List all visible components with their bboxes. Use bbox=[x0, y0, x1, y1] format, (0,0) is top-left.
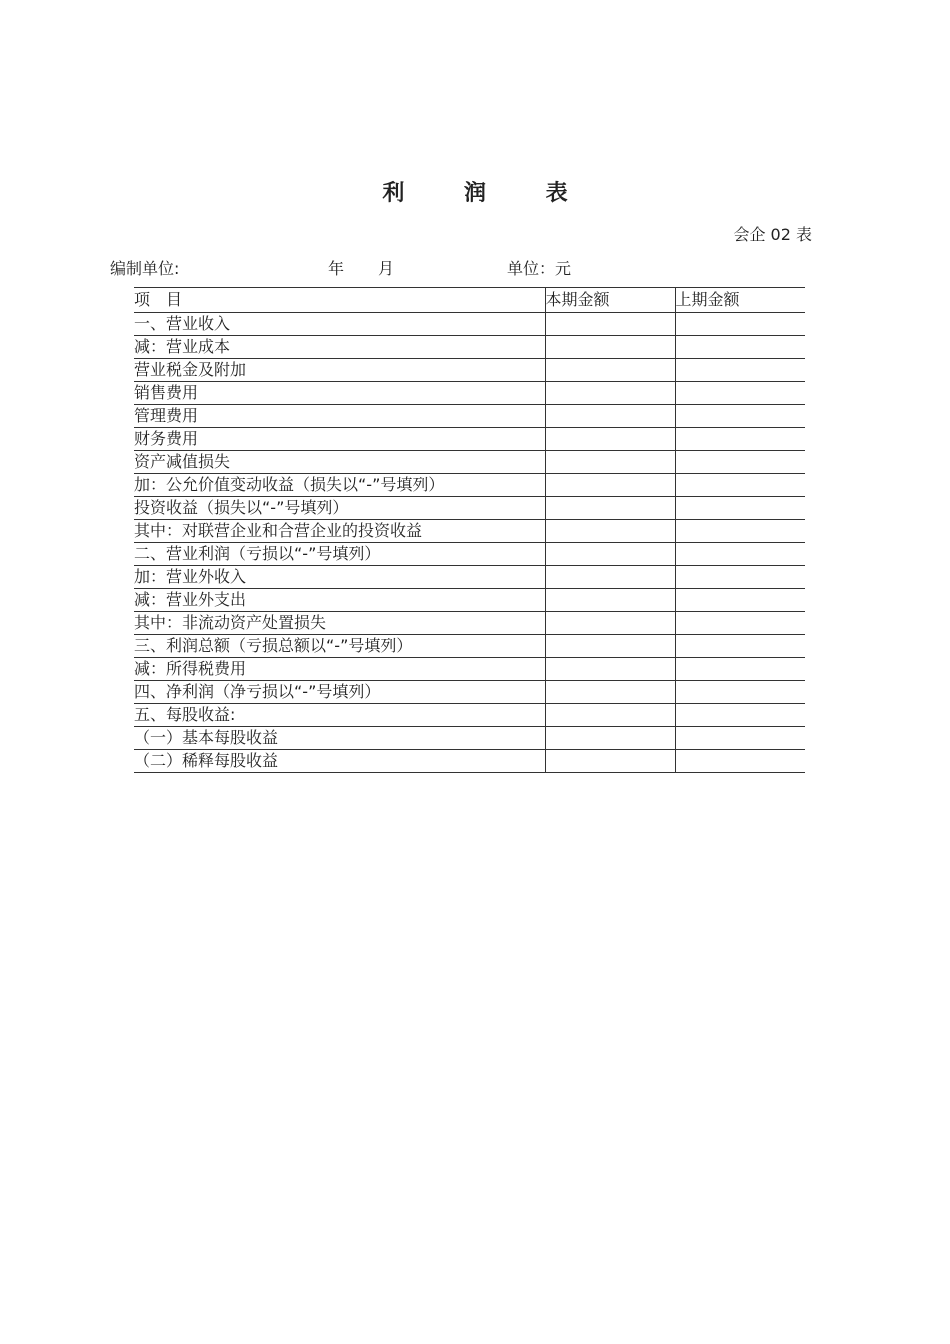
row-current-amount[interactable] bbox=[545, 428, 675, 451]
table-row bbox=[134, 727, 805, 750]
table-row bbox=[134, 704, 805, 727]
row-item-label: 投资收益（损失以“-”号填列） bbox=[134, 497, 545, 520]
row-item-label: 营业税金及附加 bbox=[134, 359, 545, 382]
table-row bbox=[134, 428, 805, 451]
row-current-amount[interactable] bbox=[545, 589, 675, 612]
row-current-amount[interactable] bbox=[545, 750, 675, 773]
row-item-label: 其中：非流动资产处置损失 bbox=[134, 612, 545, 635]
table-row bbox=[134, 405, 805, 428]
row-current-amount[interactable] bbox=[545, 359, 675, 382]
row-previous-amount[interactable] bbox=[675, 704, 805, 727]
page-title: 利 润 表 bbox=[382, 181, 594, 206]
header-previous-period: 上期金额 bbox=[675, 288, 805, 313]
row-previous-amount[interactable] bbox=[675, 336, 805, 359]
row-current-amount[interactable] bbox=[545, 543, 675, 566]
row-previous-amount[interactable] bbox=[675, 750, 805, 773]
row-item-label: 资产减值损失 bbox=[134, 451, 545, 474]
table-row bbox=[134, 658, 805, 681]
row-current-amount[interactable] bbox=[545, 405, 675, 428]
row-item-label: 三、利润总额（亏损总额以“-”号填列） bbox=[134, 635, 545, 658]
row-current-amount[interactable] bbox=[545, 658, 675, 681]
row-current-amount[interactable] bbox=[545, 382, 675, 405]
row-previous-amount[interactable] bbox=[675, 612, 805, 635]
month-label: 月 bbox=[378, 259, 395, 278]
table-row bbox=[134, 750, 805, 773]
year-label: 年 bbox=[328, 259, 345, 278]
row-item-label: 其中：对联营企业和合营企业的投资收益 bbox=[134, 520, 545, 543]
row-item-label: 减：所得税费用 bbox=[134, 658, 545, 681]
row-previous-amount[interactable] bbox=[675, 313, 805, 336]
row-current-amount[interactable] bbox=[545, 681, 675, 704]
row-current-amount[interactable] bbox=[545, 566, 675, 589]
table-header-row bbox=[134, 288, 805, 313]
table-row bbox=[134, 382, 805, 405]
row-item-label: 四、净利润（净亏损以“-”号填列） bbox=[134, 681, 545, 704]
table-row bbox=[134, 313, 805, 336]
row-previous-amount[interactable] bbox=[675, 405, 805, 428]
table-row bbox=[134, 474, 805, 497]
row-previous-amount[interactable] bbox=[675, 382, 805, 405]
table-row bbox=[134, 520, 805, 543]
row-item-label: 二、营业利润（亏损以“-”号填列） bbox=[134, 543, 545, 566]
table-row bbox=[134, 497, 805, 520]
header-current-period: 本期金额 bbox=[545, 288, 675, 313]
row-item-label: 减：营业成本 bbox=[134, 336, 545, 359]
form-code: 会企 02 表 bbox=[733, 225, 812, 244]
row-previous-amount[interactable] bbox=[675, 727, 805, 750]
row-item-label: 管理费用 bbox=[134, 405, 545, 428]
row-current-amount[interactable] bbox=[545, 635, 675, 658]
row-item-label: 减：营业外支出 bbox=[134, 589, 545, 612]
row-item-label: （二）稀释每股收益 bbox=[134, 750, 545, 773]
table-row bbox=[134, 589, 805, 612]
table-body bbox=[134, 313, 805, 773]
row-previous-amount[interactable] bbox=[675, 428, 805, 451]
row-current-amount[interactable] bbox=[545, 451, 675, 474]
row-previous-amount[interactable] bbox=[675, 658, 805, 681]
table-row bbox=[134, 451, 805, 474]
row-previous-amount[interactable] bbox=[675, 497, 805, 520]
table-row bbox=[134, 359, 805, 382]
row-previous-amount[interactable] bbox=[675, 566, 805, 589]
row-previous-amount[interactable] bbox=[675, 520, 805, 543]
row-previous-amount[interactable] bbox=[675, 589, 805, 612]
row-previous-amount[interactable] bbox=[675, 451, 805, 474]
row-previous-amount[interactable] bbox=[675, 359, 805, 382]
row-item-label: 五、每股收益: bbox=[134, 704, 545, 727]
income-statement-table bbox=[134, 287, 805, 773]
row-current-amount[interactable] bbox=[545, 727, 675, 750]
row-current-amount[interactable] bbox=[545, 313, 675, 336]
header-item: 项 目 bbox=[134, 288, 545, 313]
row-current-amount[interactable] bbox=[545, 520, 675, 543]
row-current-amount[interactable] bbox=[545, 336, 675, 359]
table-row bbox=[134, 566, 805, 589]
prepared-by-label: 编制单位: bbox=[110, 259, 180, 278]
row-previous-amount[interactable] bbox=[675, 681, 805, 704]
row-current-amount[interactable] bbox=[545, 612, 675, 635]
row-previous-amount[interactable] bbox=[675, 543, 805, 566]
row-item-label: 财务费用 bbox=[134, 428, 545, 451]
row-item-label: 一、营业收入 bbox=[134, 313, 545, 336]
table-row bbox=[134, 336, 805, 359]
row-current-amount[interactable] bbox=[545, 474, 675, 497]
table-row bbox=[134, 543, 805, 566]
row-current-amount[interactable] bbox=[545, 497, 675, 520]
row-previous-amount[interactable] bbox=[675, 474, 805, 497]
currency-label: 单位：元 bbox=[507, 259, 572, 278]
row-item-label: 加：公允价值变动收益（损失以“-”号填列） bbox=[134, 474, 545, 497]
row-item-label: （一）基本每股收益 bbox=[134, 727, 545, 750]
table-row bbox=[134, 635, 805, 658]
row-current-amount[interactable] bbox=[545, 704, 675, 727]
table-row bbox=[134, 612, 805, 635]
table-row bbox=[134, 681, 805, 704]
row-item-label: 加：营业外收入 bbox=[134, 566, 545, 589]
row-item-label: 销售费用 bbox=[134, 382, 545, 405]
row-previous-amount[interactable] bbox=[675, 635, 805, 658]
